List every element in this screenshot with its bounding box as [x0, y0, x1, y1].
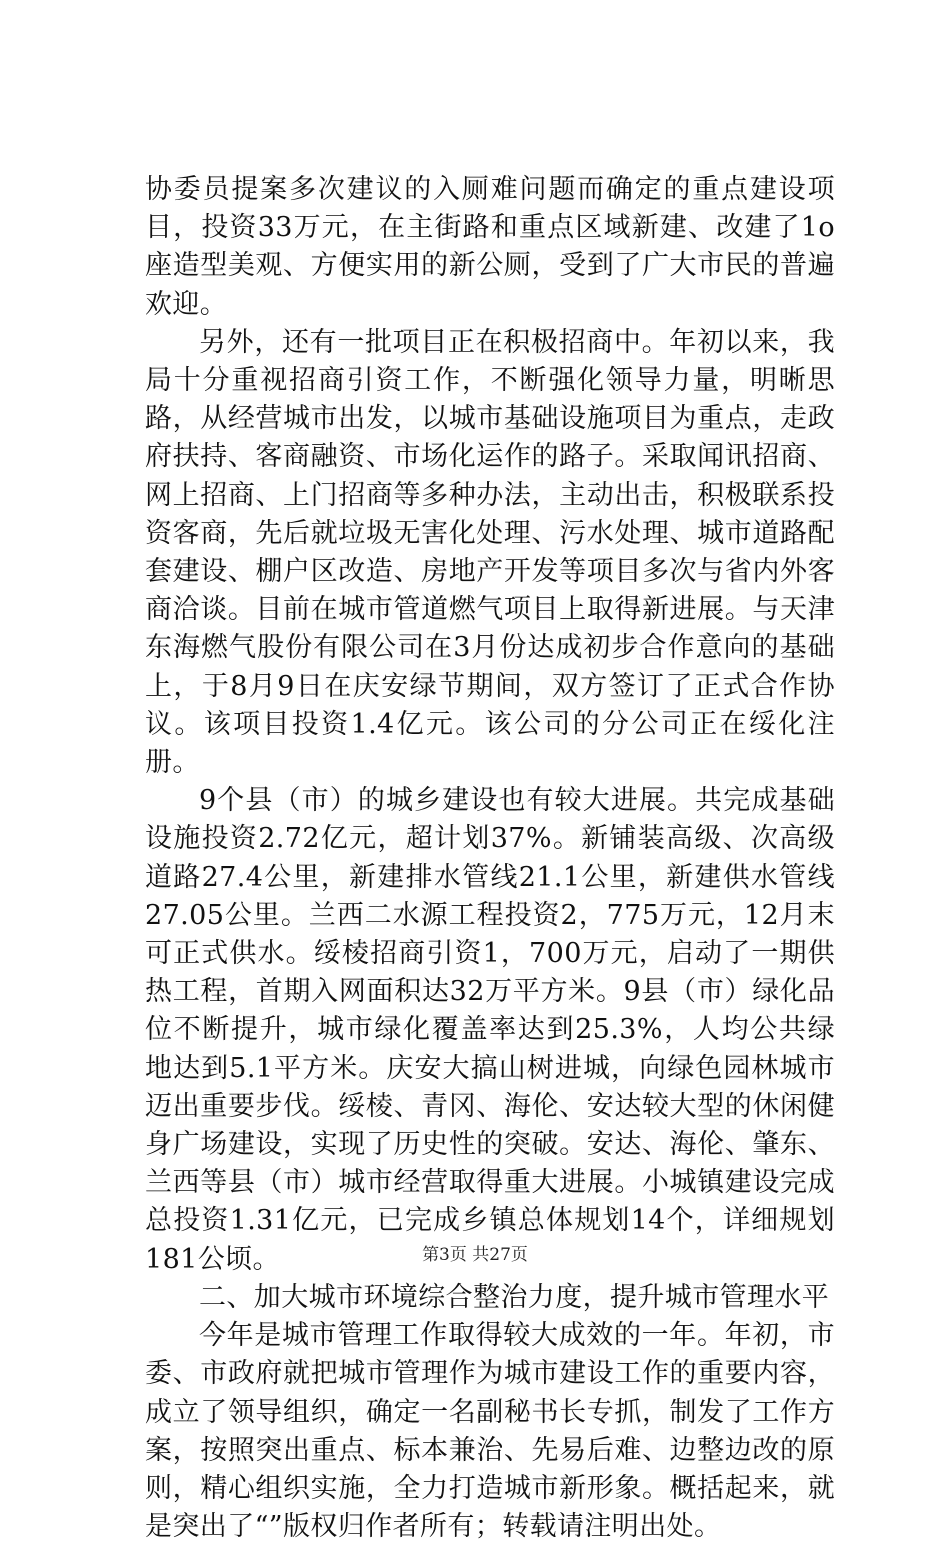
paragraph-2: 另外，还有一批项目正在积极招商中。年初以来，我局十分重视招商引资工作，不断强化领导力量，明晰思路，从经营城市出发，以城市基础设施项目为重点，走政府扶持、客商融资、市场化运作的路子。采取闻讯招商、网上招商、上门招商等多种办法，主动出击，积极联系投资客商，先后就垃圾无害化处理、污水处理、城市道路配套建设、棚户区改造、房地产开发等项目多次与省内外客商洽谈。目前在城市管道燃气项目上取得新进展。与天津东海燃气股份有限公司在3月份达成初步合作意向的基础上，于8月9日在庆安绿节期间，双方签订了正式合作协议。该项目投资1.4亿元。该公司的分公司正在绥化注册。 — [145, 326, 835, 779]
page-number-label: 第3页 共27页 — [422, 1245, 528, 1265]
paragraph-5: 今年是城市管理工作取得较大成效的一年。年初，市委、市政府就把城市管理作为城市建设工作的重要内容，成立了领导组织，确定一名副秘书长专抓，制发了工作方案，按照突出重点、标本兼治、先易后难、边整边改的原则，精心组织实施，全力打造城市新形象。概括起来，就是突出了“”版权归作者所有；转载请注明出处。 — [145, 1320, 835, 1543]
page-footer — [0, 1244, 950, 1266]
document-body — [145, 171, 835, 1546]
section-heading: 二、加大城市环境综合整治力度，提升城市管理水平 — [199, 1281, 830, 1313]
paragraph-1: 协委员提案多次建议的入厕难问题而确定的重点建设项目，投资33万元，在主街路和重点区域新建、改建了1o座造型美观、方便实用的新公厕，受到了广大市民的普遍欢迎。 — [145, 174, 835, 320]
paragraph-3: 9个县（市）的城乡建设也有较大进展。共完成基础设施投资2.72亿元，超计划37%。新铺装高级、次高级道路27.4公里，新建排水管线21.1公里，新建供水管线27.05公里。兰西二水源工程投资2，775万元，12月末可正式供水。绥棱招商引资1，700万元，启动了一期供热工程，首期入网面积达32万平方米。9县（市）绿化品位不断提升，城市绿化覆盖率达到25.3%，人均公共绿地达到5.1平方米。庆安大搞山树进城，向绿色园林城市迈出重要步伐。绥棱、青冈、海伦、安达较大型的休闲健身广场建设，实现了历史性的突破。安达、海伦、肇东、兰西等县（市）城市经营取得重大进展。小城镇建设完成总投资1.31亿元，已完成乡镇总体规划14个，详细规划181公顷。 — [145, 785, 835, 1275]
